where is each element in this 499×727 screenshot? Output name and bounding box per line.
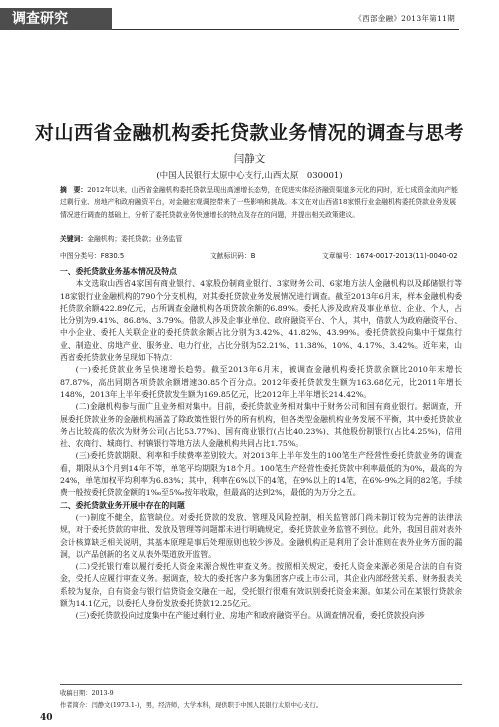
keywords-text: 金融机构；委托贷款；业务监管 — [87, 235, 183, 243]
journal-info: 《西部金融》2013年第11期 — [354, 14, 455, 23]
section-heading: 二、委托贷款业务开展中存在的问题 — [60, 500, 185, 510]
body-paragraph: (二)金融机构参与面广且业务相对集中。目前，委托贷款业务相对集中于财务公司和国有商业银行。据调查，开展委托贷款业务的金融机构涵盖了除政策性银行外的所有机构，但各类型金融机构业务发展不平衡，其中委托贷款业务占比较高的依次为财务公司(占比53.77%)、国有商业银行(占比40.23%)、其他股份制银行(占比4.25%)，信用社、农商行、城商行、村镇银行等地方法人金融机构共同占比1.75%。 — [60, 402, 462, 449]
abstract — [60, 184, 462, 221]
page-header — [0, 0, 499, 40]
footnote-rule — [60, 684, 462, 685]
document-code: 文献标识码：B — [210, 252, 256, 260]
article-number: 文章编号：1674-0017-2013(11)-0040-02 — [322, 252, 458, 260]
page-number: 40 — [40, 713, 53, 723]
section-label: 调查研究 — [0, 8, 112, 30]
abstract-label: 摘 要： — [60, 186, 88, 194]
author-affiliation: (中国人民银行太原中心支行,山西太原 030001) — [156, 171, 343, 181]
body-paragraph: 本文选取山西省4家国有商业银行、4家股份制商业银行、3家财务公司、6家地方法人金融机构以及邮储银行等18家银行业金融机构的790个分支机构，对其委托贷款业务发展情况进行调查。截至2013年6月末，样本金融机构委托贷款余额422.89亿元，占所调查金融机构各项贷款余额的6.89%。委托人涉及政府及事业单位、企业、个人，占比分别为9.41%、86.8%、3.79%。借款人涉及企事业单位、政府融资平台、个人，其中，借款人为政府融资平台、中小企业、委托人关联企业的委托贷款余额占比分别为3.42%、41.82%、43.99%。委托贷款投向集中于煤焦行业、制造业、房地产业、服务业、电力行业，占比分别为52.21%、11.38%、10%、4.17%、3.42%。近年来，山西省委托贷款业务呈现如下特点： — [60, 279, 462, 363]
body-paragraph: (一)委托贷款业务呈快速增长趋势。截至2013年6月末，被调查金融机构委托贷款余额比2010年末增长87.87%，高出同期各项贷款余额增速30.85个百分点。2012年委托贷款发生额为163.68亿元，比2011年增长148%，2013年上半年委托贷款发生额为169.85亿元，比2012年上半年增长214.42%。 — [60, 365, 462, 399]
author-bio: 作者简介：闫静文(1973.1-)，男，经济师，大学本科，现供职于中国人民银行太原中心支行。 — [60, 702, 323, 709]
keywords-label: 关键词： — [60, 235, 88, 243]
body-paragraph: (三)委托贷款投向过度集中在产能过剩行业、房地产和政府融资平台。从调查情况看，委托贷款投向涉 — [75, 611, 425, 621]
body-paragraph: (二)受托银行难以履行委托人资金来源合规性审查义务。按照相关规定，委托人资金来源必须是合法的自有资金，受托人应履行审查义务。据调查，较大的委托客户多为集团客户或上市公司，其企业内部经营关系、财务报表关系较为复杂，自有资金与银行信贷资金交融在一起，受托银行很难有效识别委托资金来源。如某公司在某银行贷款余额为14.1亿元，以委托人身份发放委托贷款12.25亿元。 — [60, 562, 462, 609]
body-paragraph: (一)制度不健全，监管缺位。对委托贷款的发放、管理及风险控制，相关监管部门尚未制订较为完善的法律法规，对于委托贷款的审批、发放及管理等问题都未进行明确规定，委托贷款业务监管不到位。此外，我国目前对表外会计核算缺乏相关说明，其基本原理是事后处理原则也较少涉及。金融机构正是利用了会计准则在表外业务方面的漏洞，以产品创新的名义从表外渠道放开监管。 — [60, 512, 462, 559]
article-author: 闫静文 — [233, 153, 266, 165]
received-date: 收稿日期：2013-9 — [60, 690, 114, 697]
article-body — [60, 266, 462, 623]
abstract-text: 2012年以来，山西省金融机构委托贷款呈现出高速增长态势，在促进实体经济融资渠道多元化的同时，近七成资金流向产能过剩行业、房地产和政府融资平台，对金融宏观调控带来了一些影响和挑战。本文在对山西省18家银行业金融机构委托贷款业务发展情况进行调查的基础上，分析了委托贷款业务快速增长的特点及存在的问题，并提出相关政策建议。 — [60, 186, 458, 219]
class-number: 中图分类号：F830.5 — [60, 252, 125, 260]
header-rule — [112, 29, 459, 30]
article-title: 对山西省金融机构委托贷款业务情况的调查与思考 — [34, 122, 464, 144]
section-heading: 一、委托贷款业务基本情况及特点 — [60, 267, 177, 276]
body-paragraph: (三)委托贷款期限、利率和手续费率差别较大。对2013年上半年发生的100笔生产经营性委托贷款业务的调查看，期限从3个月到14年不等，单笔平均期限为18个月。100笔生产经营性委托贷款中利率最低的为0%，最高的为24%，单笔加权平均利率为6.83%；其中，利率在6%以下的4笔，在9%以上的14笔，在6%-9%之间的82笔。手续费一般按委托贷款金额的1‰至5‰按年收取，但最高的达到2%，最低的为万分之五。 — [60, 451, 462, 498]
keywords — [60, 233, 462, 243]
